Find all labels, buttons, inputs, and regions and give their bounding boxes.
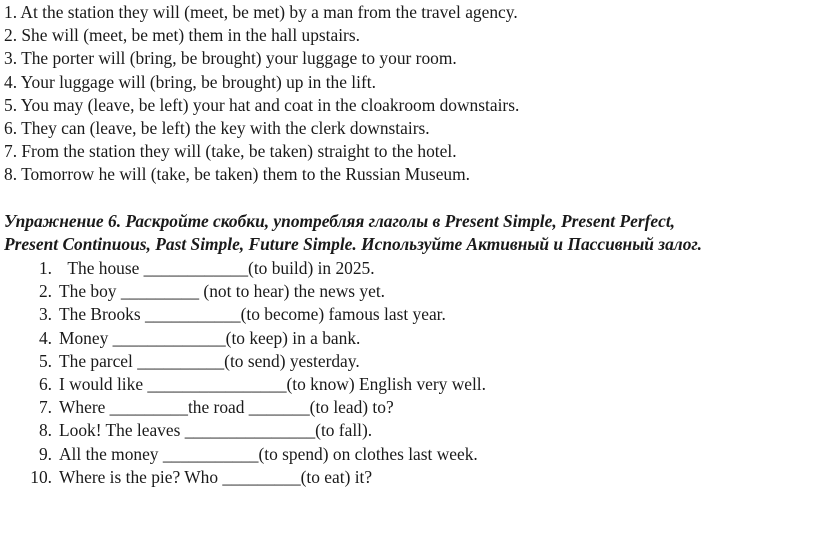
sentence-4: 4. Your luggage will (bring, be brought) up in the lift. bbox=[4, 71, 376, 92]
exercise-item-text: The house ____________(to build) in 2025. bbox=[59, 258, 375, 278]
exercise-item-text: All the money ___________(to spend) on clothes last week. bbox=[59, 443, 478, 464]
sentence-3: 3. The porter will (bring, be brought) your luggage to your room. bbox=[4, 48, 457, 69]
exercise-item-number: 4. bbox=[38, 327, 52, 348]
sentence-list bbox=[4, 1, 519, 187]
sentence-1: 1. At the station they will (meet, be met) by a man from the travel agency. bbox=[4, 2, 518, 22]
exercise-item-text: The boy _________ (not to hear) the news yet. bbox=[59, 281, 385, 302]
exercise-item-text: Money _____________(to keep) in a bank. bbox=[59, 327, 361, 348]
exercise-heading-line-2: Present Continuous, Past Simple, Future Simple. Используйте Активный и Пассивный залог. bbox=[4, 234, 702, 254]
sentence-8: 8. Tomorrow he will (take, be taken) them to the Russian Museum. bbox=[4, 164, 470, 185]
exercise-item-text: The Brooks ___________(to become) famous last year. bbox=[59, 304, 446, 325]
exercise-heading bbox=[4, 210, 816, 256]
exercise-item-number: 9. bbox=[38, 443, 52, 464]
sentence-5: 5. You may (leave, be left) your hat and coat in the cloakroom downstairs. bbox=[4, 94, 520, 115]
exercise-item-text: Where _________the road _______(to lead) to? bbox=[59, 397, 394, 418]
sentence-6: 6. They can (leave, be left) the key with the clerk downstairs. bbox=[4, 118, 430, 139]
exercise-item-number: 2. bbox=[38, 281, 52, 302]
exercise-item-text: Where is the pie? Who _________(to eat) it? bbox=[59, 466, 373, 487]
sentence-7: 7. From the station they will (take, be taken) straight to the hotel. bbox=[4, 141, 457, 162]
exercise-item-number: 5. bbox=[38, 350, 52, 371]
exercise-item-number: 7. bbox=[38, 397, 52, 418]
exercise-item-number: 8. bbox=[38, 420, 52, 441]
exercise-heading-line-1: Упражнение 6. Раскройте скобки, употребляя глаголы в Present Simple, Present Perfect, bbox=[4, 211, 675, 231]
exercise-item-number: 10. bbox=[30, 466, 52, 487]
exercise-item-number: 1. bbox=[38, 258, 52, 278]
sentence-2: 2. She will (meet, be met) them in the hall upstairs. bbox=[4, 25, 360, 46]
exercise-item-text: Look! The leaves _______________(to fall). bbox=[59, 420, 373, 441]
exercise-item-number: 6. bbox=[38, 373, 52, 394]
exercise-item-text: I would like ________________(to know) English very well. bbox=[59, 373, 486, 394]
exercise-item-text: The parcel __________(to send) yesterday. bbox=[59, 350, 360, 371]
exercise-item-number: 3. bbox=[38, 304, 52, 325]
